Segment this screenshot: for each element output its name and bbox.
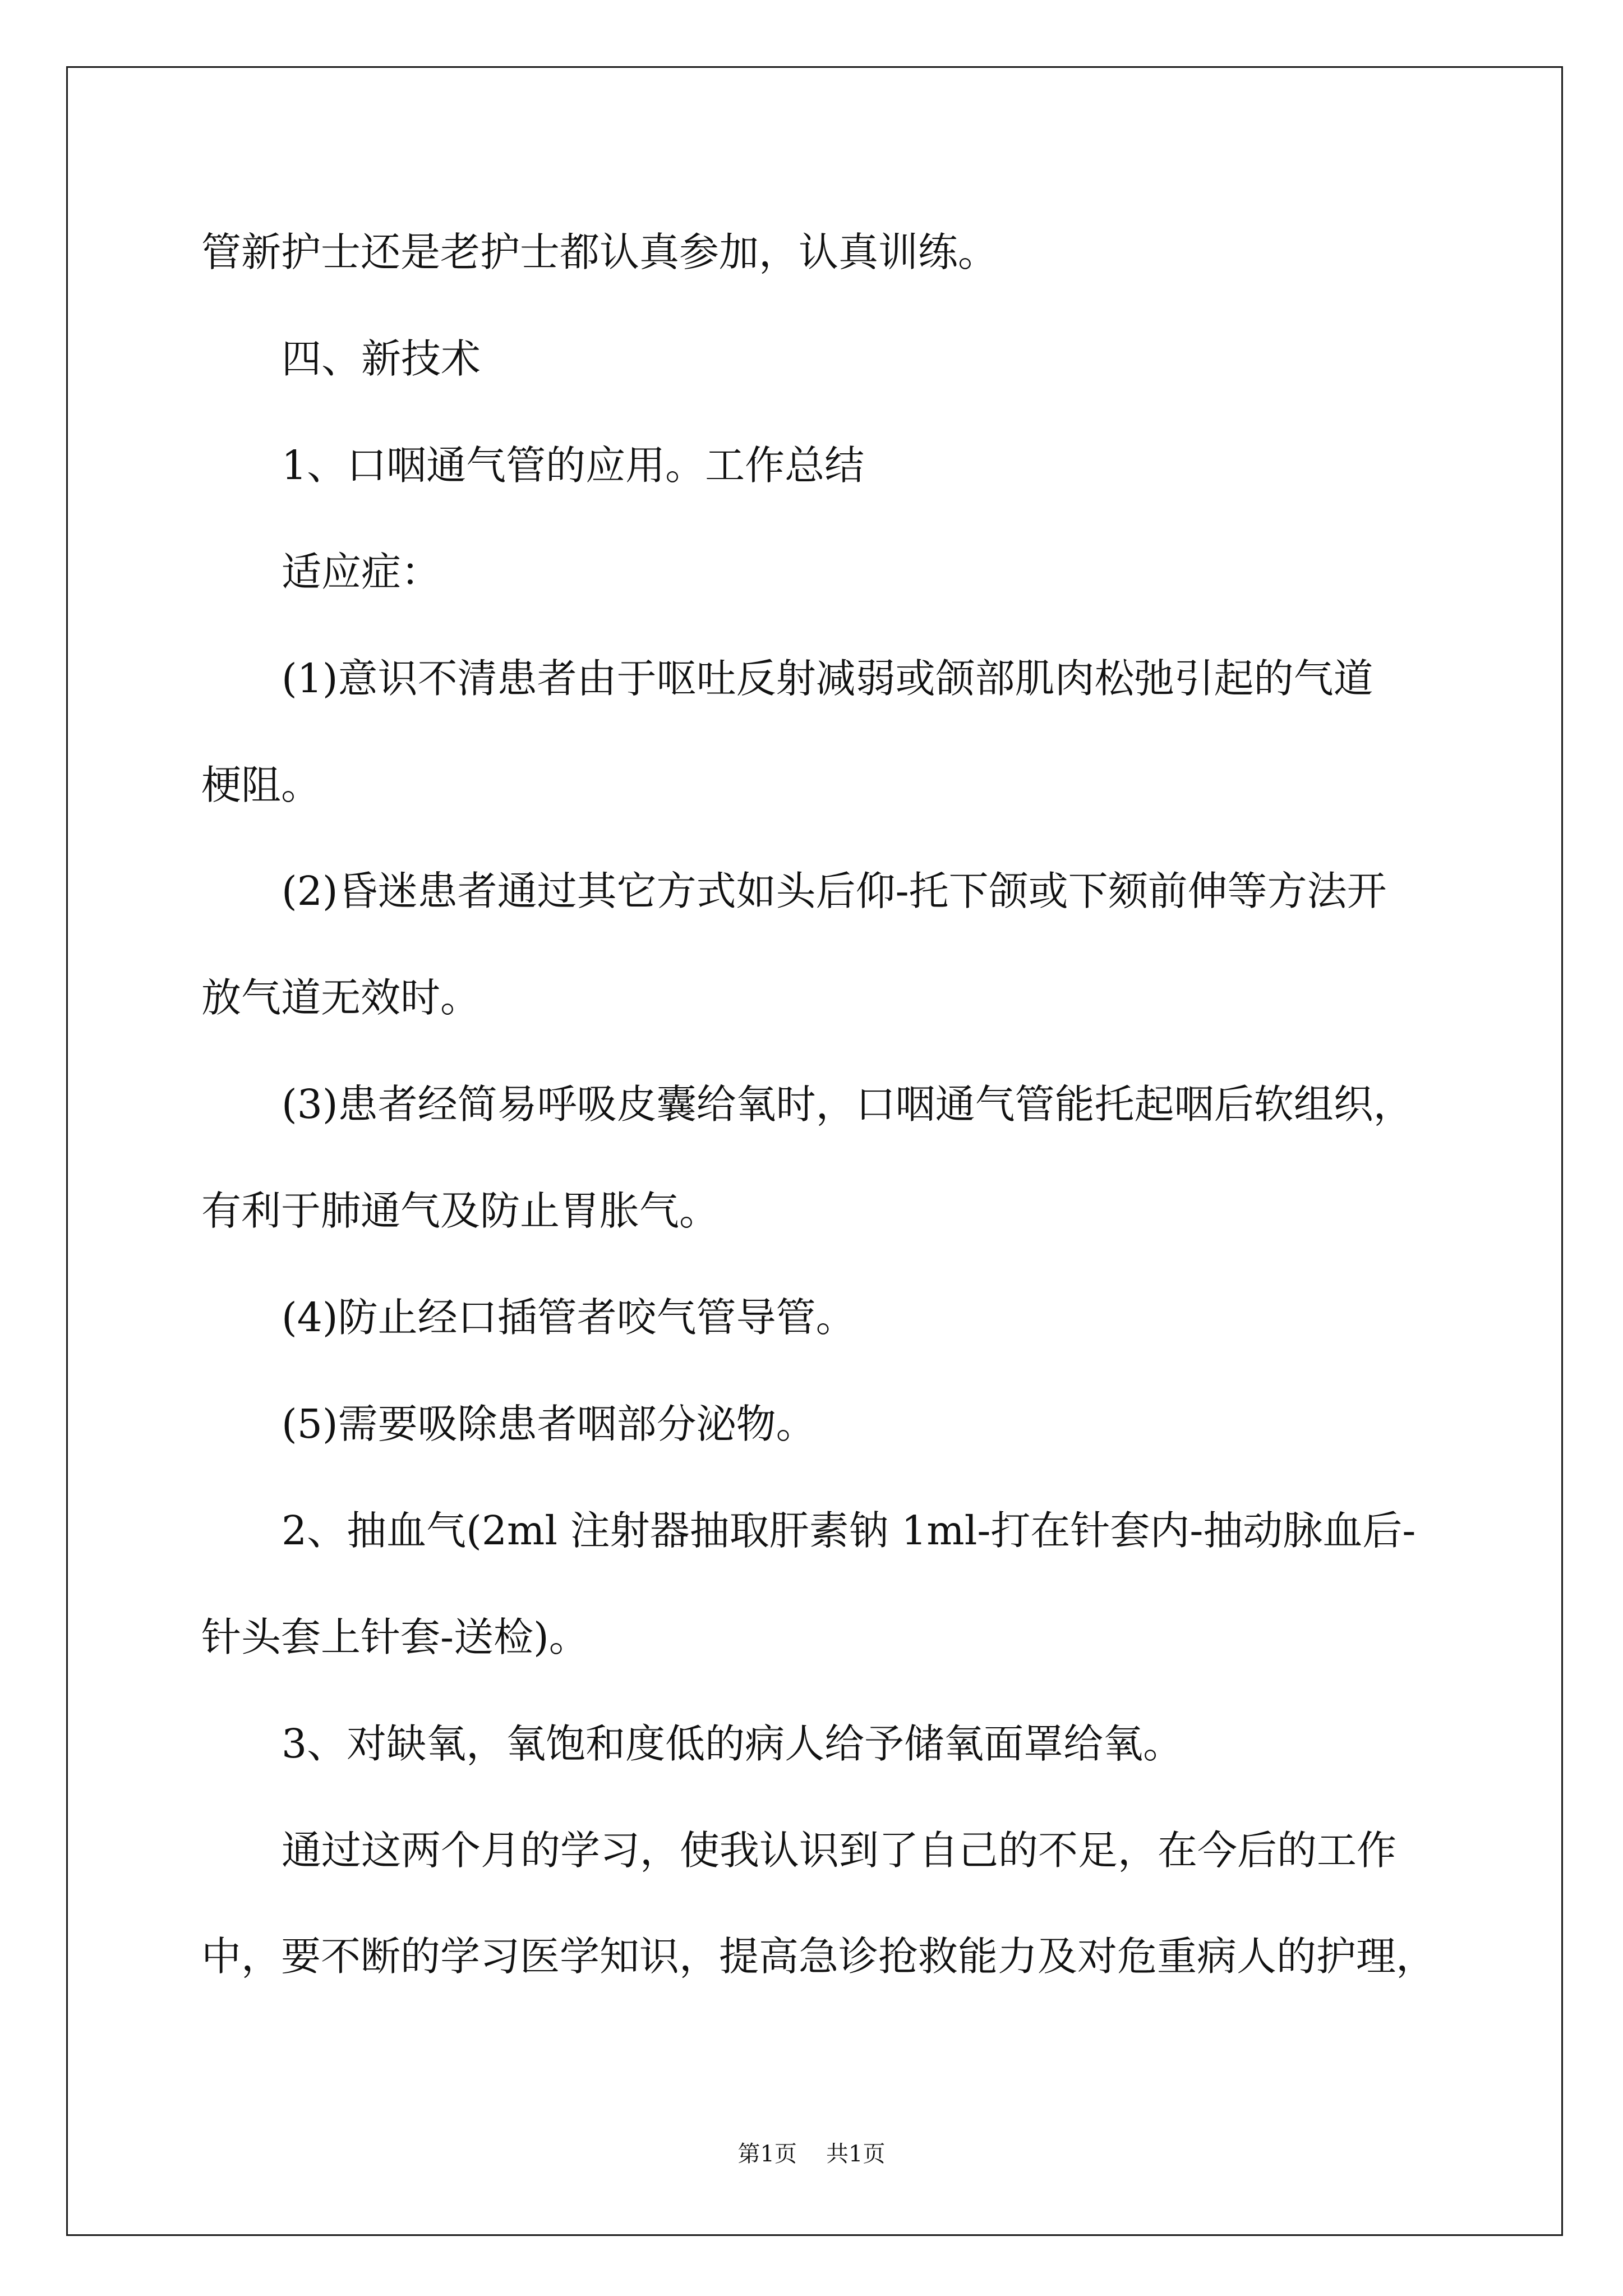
page-total: 共1页 [826,2141,886,2167]
list-item-line: (4)防止经口插管者咬气管导管。 [282,1294,856,1341]
indications-label: 适应症： [282,549,441,595]
page-number: 第1页 [737,2141,797,2167]
list-item-line: (3)患者经简易呼吸皮囊给氧时，口咽通气管能托起咽后软组织， [282,1081,1413,1128]
section-heading: 四、新技术 [282,335,481,382]
subsection-line: 3、对缺氧，氧饱和度低的病人给予储氧面罩给氧。 [282,1720,1183,1767]
list-item-line: 有利于肺通气及防止胃胀气。 [201,1188,720,1234]
subsection-line: 针头套上针套-送检)。 [201,1614,589,1660]
list-item-line: (1)意识不清患者由于呕吐反射减弱或颌部肌肉松弛引起的气道 [282,655,1373,702]
list-item-line: (5)需要吸除患者咽部分泌物。 [282,1401,816,1447]
list-item-line: (2)昏迷患者通过其它方式如头后仰-托下颌或下颏前伸等方法开 [282,868,1387,914]
subsection-heading: 1、口咽通气管的应用。工作总结 [282,442,865,489]
list-item-line: 放气道无效时。 [201,974,481,1021]
paragraph-line: 通过这两个月的学习，使我认识到了自己的不足，在今后的工作 [282,1827,1397,1874]
page-footer [0,2138,1623,2170]
list-item-line: 梗阻。 [201,762,321,808]
paragraph-continuation-line: 管新护士还是老护士都认真参加，认真训练。 [201,229,998,275]
page-border [66,66,1563,2236]
subsection-line: 2、抽血气(2ml 注射器抽取肝素钠 1ml-打在针套内-抽动脉血后- [282,1507,1416,1554]
paragraph-line: 中，要不断的学习医学知识，提高急诊抢救能力及对危重病人的护理， [201,1933,1436,1980]
